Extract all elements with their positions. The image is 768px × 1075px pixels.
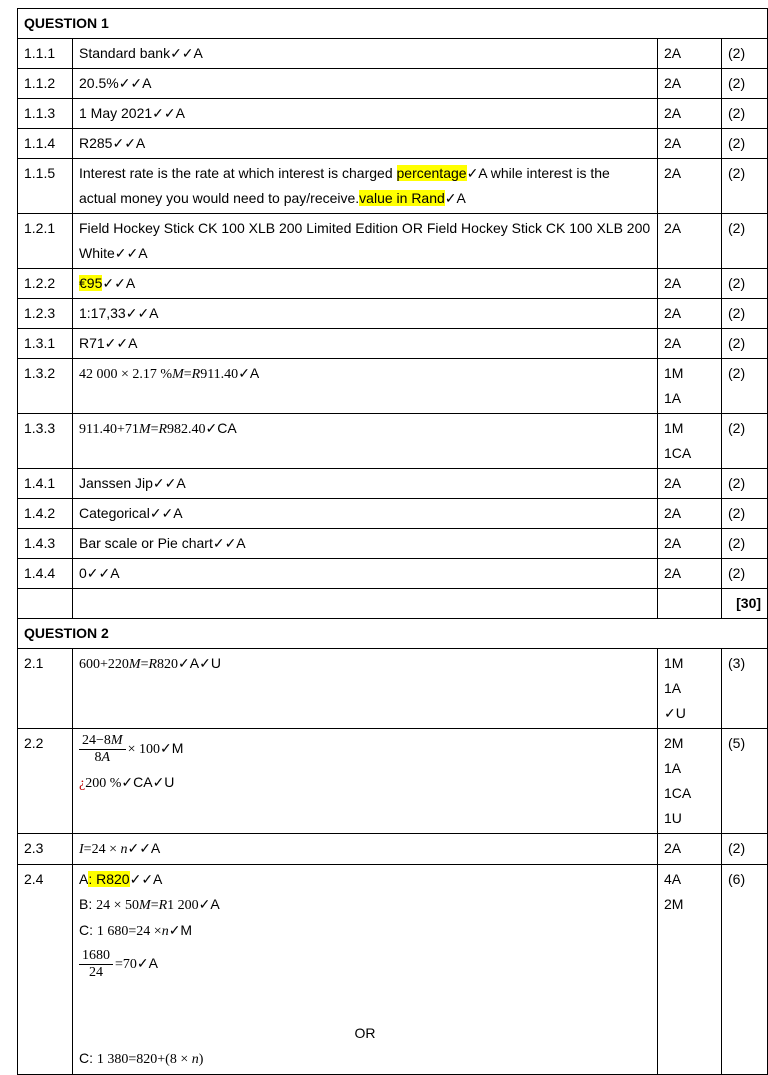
answer: Categorical✓✓A — [73, 499, 658, 529]
answer: 0✓✓A — [73, 559, 658, 589]
math-expression: 1 380=820+(8 × n) — [96, 1052, 204, 1067]
answer-text: ✓A — [238, 365, 260, 381]
answer-text: ✓A while interest is the actual money you would need to pay/receive. — [79, 165, 610, 206]
highlighted-keyword: value in Rand — [359, 190, 445, 206]
table-row — [18, 69, 768, 99]
question-1-header — [18, 9, 768, 39]
mark-total: (2) — [722, 359, 768, 414]
math-expression: × 100 — [127, 742, 160, 758]
table-row — [18, 214, 768, 269]
memorandum-table — [17, 8, 768, 1075]
item-number: 1.4.4 — [18, 559, 73, 589]
math-expression: 1 680=24 ×n — [96, 924, 169, 939]
mark-allocation: 1M 1CA — [658, 414, 722, 469]
answer-text: ✓M — [159, 740, 184, 757]
answer-text: ✓A✓U — [178, 655, 221, 671]
item-number: 1.1.3 — [18, 99, 73, 129]
mark-allocation: 1M 1A — [658, 359, 722, 414]
table-row — [18, 99, 768, 129]
mark-allocation: 2A — [658, 529, 722, 559]
highlighted-keyword: percentage — [396, 165, 467, 181]
answer — [73, 729, 658, 834]
item-number: 2.2 — [18, 729, 73, 834]
question-1-total: [30] — [722, 589, 768, 619]
mark-total: (2) — [722, 129, 768, 159]
math-expression: 200 % — [85, 776, 122, 791]
mark-total: (2) — [722, 834, 768, 865]
answer-text: ✓✓A — [102, 275, 136, 291]
answer: Field Hockey Stick CK 100 XLB 200 Limited Edition OR Field Hockey Stick CK 100 XLB 200 White✓✓A — [73, 214, 658, 269]
mark-total: (2) — [722, 69, 768, 99]
mark-allocation: 2A — [658, 99, 722, 129]
table-row — [18, 159, 768, 214]
mark-total: (2) — [722, 529, 768, 559]
question-2-header — [18, 619, 768, 649]
question-2-title: QUESTION 2 — [18, 619, 768, 649]
question-1-total-row — [18, 589, 768, 619]
answer-text: ✓CA✓U — [121, 774, 175, 790]
table-row — [18, 834, 768, 865]
table-row — [18, 269, 768, 299]
answer — [73, 834, 658, 865]
item-number: 2.3 — [18, 834, 73, 865]
item-number: 1.4.1 — [18, 469, 73, 499]
answer — [73, 269, 658, 299]
mark-allocation: 2A — [658, 469, 722, 499]
error-glyph: ¿ — [79, 776, 86, 791]
answer-text: ✓✓A — [127, 840, 161, 856]
item-number: 1.3.1 — [18, 329, 73, 359]
mark-allocation: 2A — [658, 559, 722, 589]
mark-total: (2) — [722, 99, 768, 129]
item-number: 1.3.2 — [18, 359, 73, 414]
mark-total: (2) — [722, 39, 768, 69]
answer: 1:17,33✓✓A — [73, 299, 658, 329]
math-expression: 911.40+71M=R982.40 — [79, 422, 206, 437]
math-expression: 24 × 50M=R1 200 — [96, 898, 199, 913]
table-row — [18, 39, 768, 69]
mark-allocation: 2A — [658, 269, 722, 299]
mark-allocation: 2A — [658, 299, 722, 329]
table-row — [18, 559, 768, 589]
highlighted-keyword: €95 — [79, 275, 103, 291]
item-number: 1.3.3 — [18, 414, 73, 469]
answer — [73, 159, 658, 214]
item-number: 1.2.3 — [18, 299, 73, 329]
table-row — [18, 469, 768, 499]
answer-text: Interest rate is the rate at which interest is charged — [79, 165, 397, 181]
question-1-title: QUESTION 1 — [18, 9, 768, 39]
mark-total: (2) — [722, 329, 768, 359]
fraction: $\frac{1680}{24}$ — [79, 948, 113, 981]
table-row — [18, 529, 768, 559]
table-row — [18, 299, 768, 329]
mark-allocation: 2A — [658, 499, 722, 529]
mark-allocation: 1M 1A ✓U — [658, 649, 722, 729]
mark-total: (2) — [722, 559, 768, 589]
mark-total: (5) — [722, 729, 768, 834]
mark-total: (2) — [722, 469, 768, 499]
answer: R71✓✓A — [73, 329, 658, 359]
or-separator: OR — [354, 1025, 376, 1041]
mark-allocation: 2A — [658, 129, 722, 159]
item-number: 2.4 — [18, 865, 73, 1075]
answer-text: ✓A — [444, 190, 466, 206]
mark-total: (6) — [722, 865, 768, 1075]
mark-total: (2) — [722, 414, 768, 469]
mark-total: (2) — [722, 214, 768, 269]
item-number: 1.4.2 — [18, 499, 73, 529]
table-row — [18, 729, 768, 834]
fraction: $\frac{24-8M}{8A}$ — [79, 733, 126, 766]
answer: R285✓✓A — [73, 129, 658, 159]
mark-allocation: 4A 2M — [658, 865, 722, 1075]
mark-allocation: 2A — [658, 329, 722, 359]
answer: 1 May 2021✓✓A — [73, 99, 658, 129]
mark-total: (2) — [722, 299, 768, 329]
mark-allocation: 2A — [658, 214, 722, 269]
mark-allocation: 2A — [658, 159, 722, 214]
answer: Standard bank✓✓A — [73, 39, 658, 69]
item-number: 2.1 — [18, 649, 73, 729]
answer — [73, 649, 658, 729]
answer: Janssen Jip✓✓A — [73, 469, 658, 499]
math-expression: 42 000 × 2.17 %M=R911.40 — [79, 367, 239, 382]
item-number: 1.1.4 — [18, 129, 73, 159]
answer: A: R820✓✓A B: 24 × 50M=R1 200✓A C: 1 680=24 ×n✓M $\frac{1680}{24}$ =70✓A OR C: 1 380=820+(8 × n) — [73, 865, 658, 1075]
table-row — [18, 865, 768, 1075]
table-row — [18, 414, 768, 469]
answer: Bar scale or Pie chart✓✓A — [73, 529, 658, 559]
table-row — [18, 359, 768, 414]
table-row — [18, 329, 768, 359]
mark-allocation: 2A — [658, 39, 722, 69]
answer: 20.5%✓✓A — [73, 69, 658, 99]
table-row — [18, 499, 768, 529]
highlighted-keyword: : R820 — [88, 871, 130, 887]
item-number: 1.1.2 — [18, 69, 73, 99]
math-expression: I=24 × n — [79, 842, 128, 857]
item-number: 1.1.1 — [18, 39, 73, 69]
table-row — [18, 129, 768, 159]
mark-total: (2) — [722, 499, 768, 529]
mark-allocation: 2M 1A 1CA 1U — [658, 729, 722, 834]
item-number: 1.4.3 — [18, 529, 73, 559]
answer — [73, 414, 658, 469]
item-number: 1.1.5 — [18, 159, 73, 214]
mark-total: (2) — [722, 159, 768, 214]
answer-text: ✓CA — [205, 420, 237, 436]
answer — [73, 359, 658, 414]
table-row — [18, 649, 768, 729]
mark-allocation: 2A — [658, 69, 722, 99]
math-expression: 600+220M=R820 — [79, 657, 179, 672]
mark-total: (3) — [722, 649, 768, 729]
item-number: 1.2.1 — [18, 214, 73, 269]
item-number: 1.2.2 — [18, 269, 73, 299]
mark-allocation: 2A — [658, 834, 722, 865]
mark-total: (2) — [722, 269, 768, 299]
